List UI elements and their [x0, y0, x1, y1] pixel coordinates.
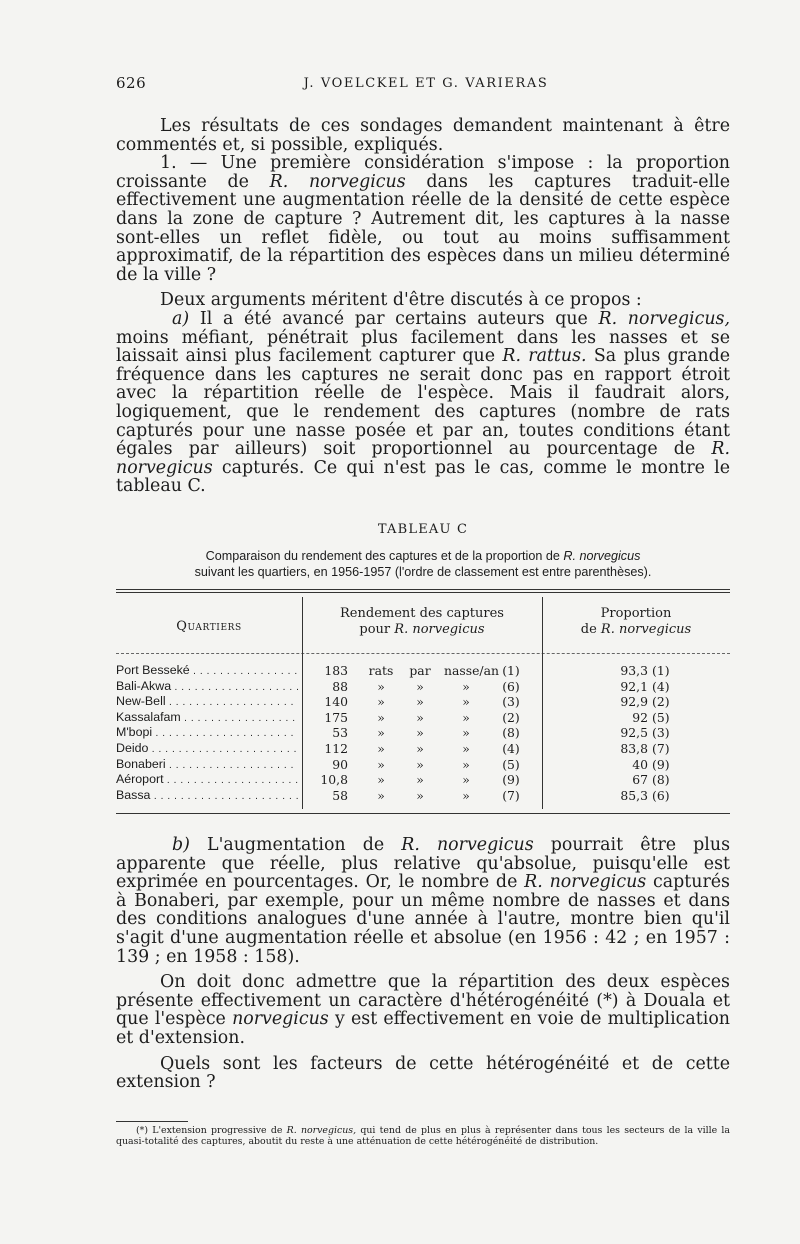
ditto-mark: » [416, 678, 424, 694]
ditto-mark: » [377, 725, 385, 741]
rendement-rank: (7) [502, 787, 520, 803]
table-top-rule [116, 589, 730, 590]
proportion-rank: (1) [652, 663, 670, 678]
rendement-value: 183 [324, 663, 348, 678]
rendement-rank: (1) [502, 663, 520, 678]
column-header-proportion: Proportion de R. norvegicus [580, 606, 692, 637]
ditto-mark: » [377, 709, 385, 725]
rendement-value: 58 [332, 787, 348, 803]
table-top-rule-2 [116, 592, 730, 593]
paragraph-b: b) L'augmentation de R. norvegicus pourrait être plus apparente que réelle, plus relative qu'absolue, puisqu'elle est exprimée en pourcentages. Or, le nombre de R. norvegicus capturés à Bonaberi, par exemple, pour un même nombre de nasses et dans des conditions analogues d'une année à l'autre, montre bien qu'il s'agit d'une augmentation réelle et absolue (en 1956 : 42 ; en 1957 : 139 ; en 1958 : 158). [116, 835, 730, 967]
rendement-rank: (6) [502, 678, 520, 694]
quartier-name: Kassalafam . . . [116, 710, 298, 727]
rendement-rank: (2) [502, 709, 520, 725]
ditto-mark: » [462, 787, 470, 803]
proportion-value: 83,8 [620, 741, 648, 756]
conclusion-text [116, 836, 730, 1092]
ditto-mark: » [462, 772, 470, 788]
rendement-rank: (3) [502, 694, 520, 710]
ditto-mark: » [416, 741, 424, 756]
paragraph-2: 1. — Une première considération s'impose : la proportion croissante de R. norvegicus dans les captures traduit-elle effectivement une augmentation réelle de la densité de cette espèce dans la zone de capture ? Autrement dit, les captures à la nasse sont-elles un reflet fidèle, ou tout au moins suffisamment approximatif, de la répartition des espèces dans un milieu déterminé de la ville ? [116, 153, 730, 285]
proportion-rank: (4) [652, 678, 670, 694]
unit-word: rats [368, 663, 394, 678]
ditto-mark: » [462, 756, 470, 772]
proportion-value: 40 [632, 756, 648, 772]
ditto-mark: » [377, 756, 385, 772]
rendement-rank: (4) [502, 741, 520, 756]
paragraph-d: Quels sont les facteurs de cette hétérogénéité et de cette extension ? [116, 1053, 730, 1093]
rendement-value: 112 [324, 741, 348, 756]
proportion-value: 92,5 [620, 725, 648, 741]
proportion-value: 92,1 [620, 678, 648, 694]
ditto-mark: » [462, 709, 470, 725]
rendement-value: 140 [324, 694, 348, 710]
proportion-rank: (6) [652, 787, 670, 803]
intro-text [116, 117, 730, 496]
column-header-rendement: Rendement des captures pour R. norvegicus [340, 606, 504, 637]
ditto-mark: » [462, 694, 470, 710]
page-header [116, 74, 736, 98]
table-row [116, 741, 730, 757]
table-row [116, 663, 730, 679]
page-number: 626 [116, 74, 147, 92]
table-row [116, 725, 730, 741]
table-row [116, 772, 730, 788]
ditto-mark: » [377, 787, 385, 803]
proportion-value: 85,3 [620, 787, 648, 803]
rendement-value: 90 [332, 756, 348, 772]
paragraph-3: Deux arguments méritent d'être discutés à ce propos : [160, 290, 642, 311]
table-row [116, 694, 730, 710]
ditto-mark: » [377, 772, 385, 788]
ditto-mark: » [416, 756, 424, 772]
ditto-mark: » [462, 741, 470, 756]
table-row [116, 757, 730, 773]
table-header-rule [116, 653, 730, 654]
table-row [116, 788, 730, 804]
unit-word: par [409, 663, 431, 678]
column-header-quartiers: Quartiers [176, 619, 242, 634]
proportion-value: 92 [632, 709, 648, 725]
rendement-value: 10,8 [320, 772, 348, 788]
proportion-rank: (5) [652, 709, 670, 725]
rendement-rank: (5) [502, 756, 520, 772]
ditto-mark: » [377, 678, 385, 694]
rendement-value: 53 [332, 725, 348, 741]
ditto-mark: » [416, 709, 424, 725]
footnote-rule [116, 1121, 188, 1122]
quartier-name: New-Bell . . . [116, 694, 298, 711]
proportion-value: 67 [632, 772, 648, 788]
quartier-name: Port Besseké . . . [116, 663, 298, 680]
proportion-rank: (2) [652, 694, 670, 710]
proportion-rank: (9) [652, 756, 670, 772]
rendement-rank: (9) [502, 772, 520, 788]
proportion-rank: (8) [652, 772, 670, 788]
ditto-mark: » [416, 694, 424, 710]
paragraph-c: On doit donc admettre que la répartition des deux espèces présente effectivement un caractère d'hétérogénéité (*) à Douala et que l'espèce norvegicus y est effectivement en voie de multiplication et d'extension. [116, 972, 730, 1048]
proportion-value: 92,9 [620, 694, 648, 710]
rendement-rank: (8) [502, 725, 520, 741]
data-table [116, 589, 730, 819]
footnote: (*) L'extension progressive de R. norvegicus, qui tend de plus en plus à représenter dans tous les secteurs de la ville la quasi-totalité des captures, aboutit du reste à une atténuation de cette hétérogénéité de distribution. [116, 1125, 731, 1148]
ditto-mark: » [416, 725, 424, 741]
running-head: J. VOELCKEL ET G. VARIERAS [303, 76, 549, 91]
table-row [116, 679, 730, 695]
paragraph-a: a) Il a été avancé par certains auteurs que R. norvegicus, moins méfiant, pénétrait plus facilement dans les nasses et se laissait ainsi plus facilement capturer que R. rattus. Sa plus grande fréquence dans les captures ne serait donc pas en rapport étroit avec la répartition réelle de l'espèce. Mais il faudrait alors, logiquement, que le rendement des captures (nombre de rats capturés pour une nasse posée et par an, toutes conditions étant égales par ailleurs) soit proportionnel au pourcentage de R. norvegicus capturés. Ce qui n'est pas le cas, comme le montre le tableau C. [116, 308, 730, 497]
quartier-name: Bonaberi . . . [116, 757, 298, 774]
proportion-rank: (7) [652, 741, 670, 756]
proportion-rank: (3) [652, 725, 670, 741]
paragraph-1: Les résultats de ces sondages demandent maintenant à être commentés et, si possible, expliqués. [116, 116, 730, 155]
quartier-name: Aéroport . . . [116, 772, 298, 789]
ditto-mark: » [416, 772, 424, 788]
unit-word: nasse/an [444, 663, 499, 678]
ditto-mark: » [377, 741, 385, 756]
ditto-mark: » [462, 725, 470, 741]
ditto-mark: » [416, 787, 424, 803]
rendement-value: 88 [332, 678, 348, 694]
table-bottom-rule [116, 813, 730, 814]
quartier-name: M'bopi . . . [116, 725, 298, 742]
table-caption: Comparaison du rendement des captures et de la proportion de R. norvegicus suivant les quartiers, en 1956-1957 (l'ordre de classement est entre parenthèses). [194, 549, 652, 579]
quartier-name: Deido . . . [116, 741, 298, 758]
quartier-name: Bassa . . . [116, 788, 298, 805]
table-title: TABLEAU C [377, 522, 469, 537]
quartier-name: Bali-Akwa . . . [116, 679, 298, 696]
rendement-value: 175 [324, 709, 348, 725]
ditto-mark: » [377, 694, 385, 710]
table-row [116, 710, 730, 726]
proportion-value: 93,3 [620, 663, 648, 678]
ditto-mark: » [462, 678, 470, 694]
